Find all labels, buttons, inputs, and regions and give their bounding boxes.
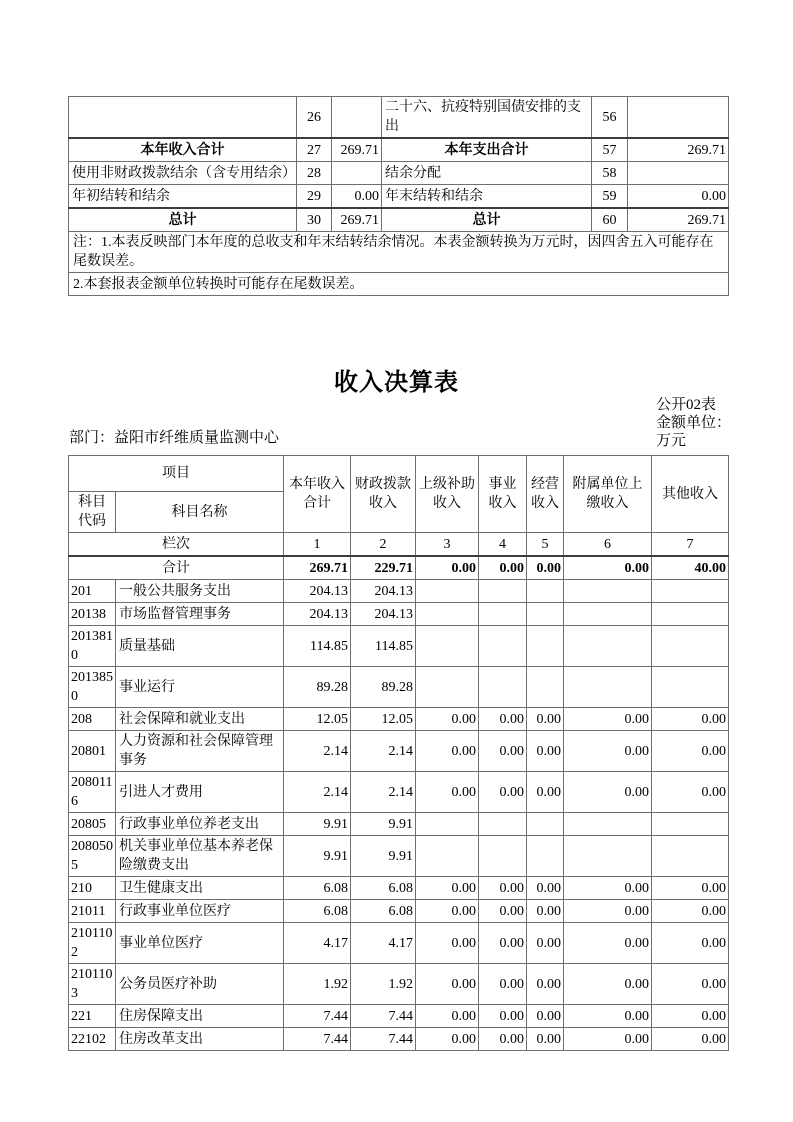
income-table	[68, 455, 729, 1051]
code-cell: 201	[69, 580, 116, 603]
data-row	[69, 667, 729, 708]
value-cell: 0.00	[416, 708, 479, 731]
value-cell	[527, 836, 564, 877]
value-cell: 0.00	[564, 731, 652, 772]
data-row	[69, 923, 729, 964]
income-table-header	[69, 456, 729, 533]
code-cell: 21011	[69, 900, 116, 923]
value-cell	[564, 813, 652, 836]
income-amount-cell: 269.71	[332, 138, 382, 162]
value-cell	[416, 667, 479, 708]
income-line-cell: 30	[297, 208, 332, 232]
value-cell: 12.05	[284, 708, 351, 731]
value-cell: 0.00	[652, 964, 729, 1005]
value-cell	[416, 603, 479, 626]
total-value-cell: 40.00	[652, 556, 729, 580]
value-cell	[564, 667, 652, 708]
value-cell: 0.00	[564, 923, 652, 964]
value-cell: 0.00	[652, 1028, 729, 1051]
value-cell: 1.92	[284, 964, 351, 1005]
value-cell: 12.05	[351, 708, 416, 731]
header-subject-code: 科目代码	[69, 492, 116, 533]
name-cell: 社会保障和就业支出	[116, 708, 284, 731]
code-cell: 2080116	[69, 772, 116, 813]
expense-item-cell: 年末结转和结余	[382, 185, 592, 209]
value-cell: 0.00	[527, 923, 564, 964]
value-cell: 6.08	[351, 877, 416, 900]
value-cell	[652, 813, 729, 836]
value-cell: 0.00	[416, 772, 479, 813]
value-cell	[527, 580, 564, 603]
name-cell: 公务员医疗补助	[116, 964, 284, 1005]
data-row	[69, 1028, 729, 1051]
column-index-cell: 1	[284, 533, 351, 557]
value-cell	[416, 626, 479, 667]
income-amount-cell	[332, 97, 382, 139]
income-line-cell: 28	[297, 162, 332, 185]
value-cell: 9.91	[284, 813, 351, 836]
name-cell: 事业单位医疗	[116, 923, 284, 964]
value-cell	[479, 813, 527, 836]
expense-item-cell: 二十六、抗疫特别国债安排的支出	[382, 97, 592, 139]
column-index-cell: 3	[416, 533, 479, 557]
code-cell: 20805	[69, 813, 116, 836]
income-item-cell: 年初结转和结余	[69, 185, 297, 209]
value-cell: 0.00	[564, 772, 652, 813]
value-cell: 4.17	[351, 923, 416, 964]
data-row	[69, 964, 729, 1005]
column-index-cell: 2	[351, 533, 416, 557]
income-item-cell: 总计	[69, 208, 297, 232]
value-cell: 0.00	[564, 900, 652, 923]
data-row	[69, 900, 729, 923]
value-cell: 4.17	[284, 923, 351, 964]
code-cell: 221	[69, 1005, 116, 1028]
value-cell: 0.00	[564, 708, 652, 731]
value-cell: 0.00	[479, 1005, 527, 1028]
column-header: 经营收入	[527, 456, 564, 533]
note-text: 2.本套报表金额单位转换时可能存在尾数误差。	[69, 273, 729, 296]
value-cell: 7.44	[284, 1005, 351, 1028]
value-cell: 0.00	[479, 900, 527, 923]
value-cell: 0.00	[652, 708, 729, 731]
summary-row	[69, 208, 729, 232]
income-item-cell	[69, 97, 297, 139]
income-line-cell: 29	[297, 185, 332, 209]
column-index-cell: 7	[652, 533, 729, 557]
value-cell: 0.00	[416, 877, 479, 900]
value-cell: 0.00	[479, 923, 527, 964]
column-index-row	[69, 533, 729, 557]
total-value-cell: 0.00	[416, 556, 479, 580]
value-cell: 0.00	[652, 877, 729, 900]
value-cell: 0.00	[564, 964, 652, 1005]
code-cell: 20801	[69, 731, 116, 772]
expense-line-cell: 59	[592, 185, 628, 209]
value-cell: 0.00	[416, 1028, 479, 1051]
value-cell: 0.00	[416, 1005, 479, 1028]
value-cell: 0.00	[479, 708, 527, 731]
income-amount-cell: 269.71	[332, 208, 382, 232]
value-cell: 2.14	[284, 772, 351, 813]
unit-label: 金额单位：	[656, 415, 732, 431]
data-row	[69, 603, 729, 626]
value-cell	[479, 667, 527, 708]
value-cell: 9.91	[351, 813, 416, 836]
total-row	[69, 556, 729, 580]
value-cell	[564, 836, 652, 877]
header-project: 项目	[69, 456, 284, 492]
summary-row	[69, 138, 729, 162]
note-row	[69, 273, 729, 296]
column-header: 附属单位上缴收入	[564, 456, 652, 533]
value-cell: 0.00	[652, 923, 729, 964]
column-index-cell: 6	[564, 533, 652, 557]
value-cell	[652, 626, 729, 667]
data-row	[69, 708, 729, 731]
value-cell: 0.00	[652, 1005, 729, 1028]
income-line-cell: 27	[297, 138, 332, 162]
name-cell: 人力资源和社会保障管理事务	[116, 731, 284, 772]
expense-amount-cell: 269.71	[628, 138, 729, 162]
value-cell: 2.14	[351, 772, 416, 813]
expense-amount-cell	[628, 97, 729, 139]
summary-row	[69, 185, 729, 209]
value-cell	[416, 580, 479, 603]
value-cell: 0.00	[479, 877, 527, 900]
code-cell: 210	[69, 877, 116, 900]
department-line	[69, 426, 279, 447]
value-cell: 7.44	[351, 1005, 416, 1028]
expense-line-cell: 60	[592, 208, 628, 232]
value-cell: 9.91	[284, 836, 351, 877]
page-title: 收入决算表	[334, 370, 459, 396]
expense-item-cell: 结余分配	[382, 162, 592, 185]
value-cell	[527, 667, 564, 708]
column-index-cell: 5	[527, 533, 564, 557]
name-cell: 市场监督管理事务	[116, 603, 284, 626]
value-cell: 0.00	[527, 1005, 564, 1028]
total-label: 合计	[69, 556, 284, 580]
value-cell: 0.00	[416, 900, 479, 923]
name-cell: 卫生健康支出	[116, 877, 284, 900]
column-header: 事业收入	[479, 456, 527, 533]
value-cell	[652, 580, 729, 603]
code-cell: 2101103	[69, 964, 116, 1005]
value-cell: 0.00	[479, 772, 527, 813]
summary-row	[69, 162, 729, 185]
meta-block	[656, 396, 776, 450]
income-item-cell: 使用非财政拨款结余（含专用结余）	[69, 162, 297, 185]
unit-value: 万元	[656, 433, 687, 449]
name-cell: 质量基础	[116, 626, 284, 667]
data-row	[69, 626, 729, 667]
summary-table	[68, 96, 729, 296]
value-cell: 7.44	[284, 1028, 351, 1051]
value-cell: 7.44	[351, 1028, 416, 1051]
value-cell	[652, 836, 729, 877]
expense-amount-cell: 269.71	[628, 208, 729, 232]
expense-line-cell: 57	[592, 138, 628, 162]
value-cell: 9.91	[351, 836, 416, 877]
name-cell: 一般公共服务支出	[116, 580, 284, 603]
value-cell: 89.28	[284, 667, 351, 708]
value-cell: 0.00	[564, 1005, 652, 1028]
column-index-cell: 4	[479, 533, 527, 557]
note-row	[69, 232, 729, 273]
value-cell	[416, 813, 479, 836]
name-cell: 事业运行	[116, 667, 284, 708]
data-row	[69, 836, 729, 877]
data-row	[69, 772, 729, 813]
value-cell: 0.00	[416, 731, 479, 772]
total-value-cell: 0.00	[527, 556, 564, 580]
value-cell: 0.00	[527, 731, 564, 772]
form-code: 公开02表	[656, 397, 717, 413]
code-cell: 2013810	[69, 626, 116, 667]
total-value-cell: 0.00	[564, 556, 652, 580]
summary-row	[69, 97, 729, 139]
total-value-cell: 229.71	[351, 556, 416, 580]
value-cell: 114.85	[351, 626, 416, 667]
name-cell: 行政事业单位养老支出	[116, 813, 284, 836]
value-cell: 0.00	[527, 708, 564, 731]
income-item-cell: 本年收入合计	[69, 138, 297, 162]
value-cell: 0.00	[527, 877, 564, 900]
income-amount-cell	[332, 162, 382, 185]
value-cell: 0.00	[527, 772, 564, 813]
code-cell: 208	[69, 708, 116, 731]
value-cell: 204.13	[351, 580, 416, 603]
data-row	[69, 580, 729, 603]
value-cell: 0.00	[479, 1028, 527, 1051]
name-cell: 行政事业单位医疗	[116, 900, 284, 923]
value-cell: 6.08	[284, 900, 351, 923]
value-cell: 0.00	[527, 1028, 564, 1051]
value-cell: 6.08	[284, 877, 351, 900]
total-value-cell: 269.71	[284, 556, 351, 580]
name-cell: 住房改革支出	[116, 1028, 284, 1051]
expense-item-cell: 本年支出合计	[382, 138, 592, 162]
name-cell: 引进人才费用	[116, 772, 284, 813]
value-cell: 0.00	[479, 964, 527, 1005]
value-cell: 1.92	[351, 964, 416, 1005]
expense-item-cell: 总计	[382, 208, 592, 232]
code-cell: 2080505	[69, 836, 116, 877]
header-subject-name: 科目名称	[116, 492, 284, 533]
value-cell: 0.00	[564, 877, 652, 900]
value-cell: 2.14	[351, 731, 416, 772]
value-cell: 2.14	[284, 731, 351, 772]
value-cell	[564, 580, 652, 603]
value-cell: 114.85	[284, 626, 351, 667]
value-cell	[479, 836, 527, 877]
note-text: 注：1.本表反映部门本年度的总收支和年末结转结余情况。本表金额转换为万元时，因四舍五入可能存在尾数误差。	[69, 232, 729, 273]
value-cell	[527, 603, 564, 626]
data-row	[69, 877, 729, 900]
value-cell: 0.00	[652, 900, 729, 923]
name-cell: 住房保障支出	[116, 1005, 284, 1028]
value-cell	[527, 813, 564, 836]
data-row	[69, 1005, 729, 1028]
department-label: 部门：	[69, 430, 115, 446]
data-row	[69, 731, 729, 772]
column-header: 其他收入	[652, 456, 729, 533]
column-header: 本年收入合计	[284, 456, 351, 533]
total-value-cell: 0.00	[479, 556, 527, 580]
expense-line-cell: 56	[592, 97, 628, 139]
column-header: 财政拨款收入	[351, 456, 416, 533]
column-header: 上级补助收入	[416, 456, 479, 533]
department-name: 益阳市纤维质量监测中心	[114, 430, 280, 446]
value-cell: 0.00	[479, 731, 527, 772]
value-cell: 0.00	[527, 964, 564, 1005]
value-cell: 6.08	[351, 900, 416, 923]
value-cell	[527, 626, 564, 667]
value-cell: 0.00	[416, 964, 479, 1005]
expense-amount-cell	[628, 162, 729, 185]
value-cell: 204.13	[284, 580, 351, 603]
value-cell: 0.00	[416, 923, 479, 964]
value-cell: 0.00	[652, 772, 729, 813]
value-cell: 89.28	[351, 667, 416, 708]
income-amount-cell: 0.00	[332, 185, 382, 209]
value-cell	[416, 836, 479, 877]
column-index-label: 栏次	[69, 533, 284, 557]
income-line-cell: 26	[297, 97, 332, 139]
value-cell	[479, 603, 527, 626]
value-cell	[564, 626, 652, 667]
value-cell: 0.00	[564, 1028, 652, 1051]
expense-line-cell: 58	[592, 162, 628, 185]
expense-amount-cell: 0.00	[628, 185, 729, 209]
code-cell: 2013850	[69, 667, 116, 708]
value-cell: 204.13	[284, 603, 351, 626]
value-cell	[479, 580, 527, 603]
value-cell: 0.00	[527, 900, 564, 923]
name-cell: 机关事业单位基本养老保险缴费支出	[116, 836, 284, 877]
value-cell: 204.13	[351, 603, 416, 626]
value-cell	[479, 626, 527, 667]
value-cell	[652, 667, 729, 708]
code-cell: 20138	[69, 603, 116, 626]
value-cell: 0.00	[652, 731, 729, 772]
code-cell: 22102	[69, 1028, 116, 1051]
value-cell	[652, 603, 729, 626]
code-cell: 2101102	[69, 923, 116, 964]
data-row	[69, 813, 729, 836]
value-cell	[564, 603, 652, 626]
